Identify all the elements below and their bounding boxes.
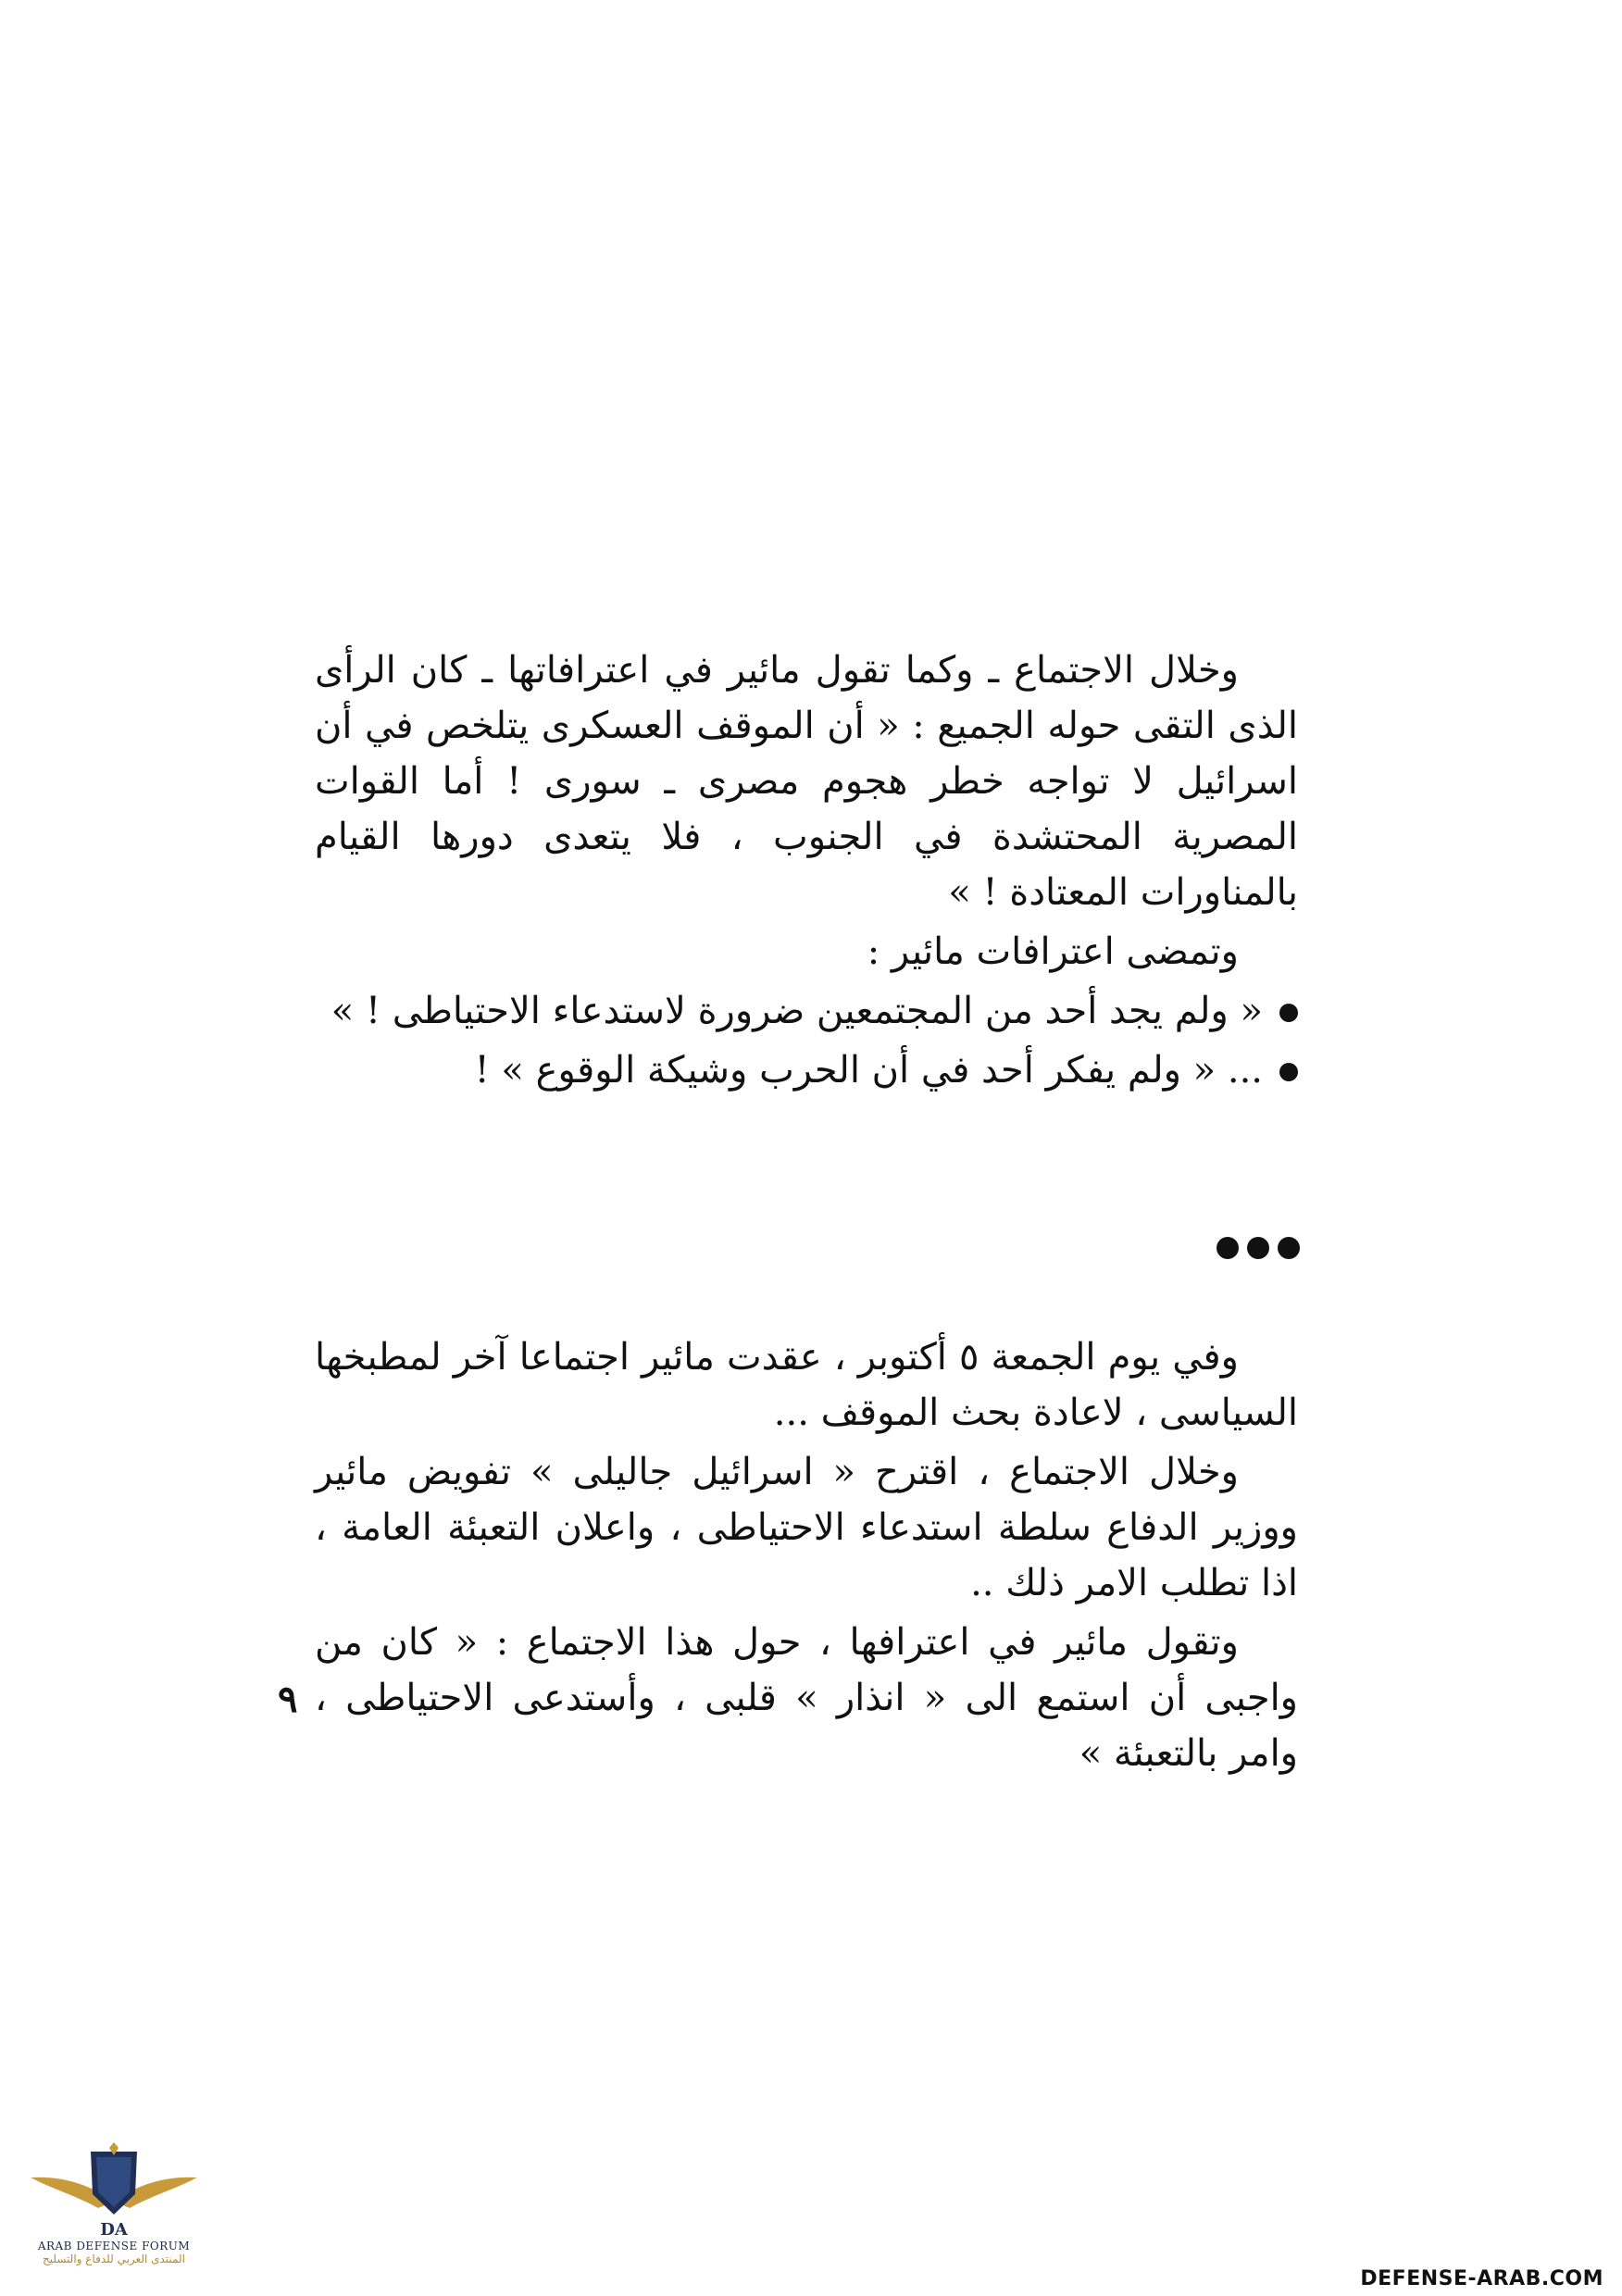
watermark-logo [26,2139,202,2287]
logo-title: ARAB DEFENSE FORUM [37,2240,191,2252]
paragraph-confessions-intro: وتمضى اعترافات مائير : [867,930,1239,973]
separator-dot [1247,1237,1269,1259]
separator-dot [1216,1237,1239,1259]
page-number: ٩ [278,1678,298,1721]
eagle-shield-icon [26,2139,202,2240]
bullet-icon [1279,1063,1298,1081]
bullet-item-reserve [315,983,1298,1039]
text-block-first [315,643,1298,1098]
section-separator-dots [1216,1238,1300,1258]
paragraph-galili-proposal: وخلال الاجتماع ، اقترح « اسرائيل جاليلى » تفويض مائير ووزير الدفاع سلطة استدعاء الاحتياطى ، واعلان التعبئة العامة ، اذا تطلب الامر ذلك .. [315,1451,1298,1604]
bullet-text-war: ... « ولم يفكر أحد في أن الحرب وشيكة الوقوع » ! [474,1049,1263,1092]
paragraph-meir-regret: وتقول مائير في اعترافها ، حول هذا الاجتماع : « كان من واجبى أن استمع الى « انذار » قلبى ، وأستدعى الاحتياطى ، وامر بالتعبئة » [315,1621,1298,1775]
logo-subtitle: المنتدى العربي للدفاع والتسليح [43,2252,185,2265]
bullet-icon [1279,1004,1298,1022]
separator-dot [1278,1237,1300,1259]
bullet-text-reserve: « ولم يجد أحد من المجتمعين ضرورة لاستدعاء الاحتياطى ! » [331,990,1263,1032]
logo-mark-text: DA [100,2220,128,2240]
paragraph-meeting-view: وخلال الاجتماع ـ وكما تقول مائير في اعترافاتها ـ كان الرأى الذى التقى حوله الجميع : « أن الموقف العسكرى يتلخص في أن اسرائيل لا تواجه خطر هجوم مصرى ـ سورى ! أما القوات المصرية المحتشدة في الجنوب ، فلا يتعدى دورها القيام بالمناورات المعتادة ! » [315,649,1298,914]
text-block-second [315,1329,1298,1781]
watermark-site-url: DEFENSE-ARAB.COM [1360,2267,1603,2290]
bullet-item-war [315,1042,1298,1098]
paragraph-friday-meeting: وفي يوم الجمعة ٥ أكتوبر ، عقدت مائير اجتماعا آخر لمطبخها السياسى ، لاعادة بحث الموقف ... [315,1336,1298,1434]
